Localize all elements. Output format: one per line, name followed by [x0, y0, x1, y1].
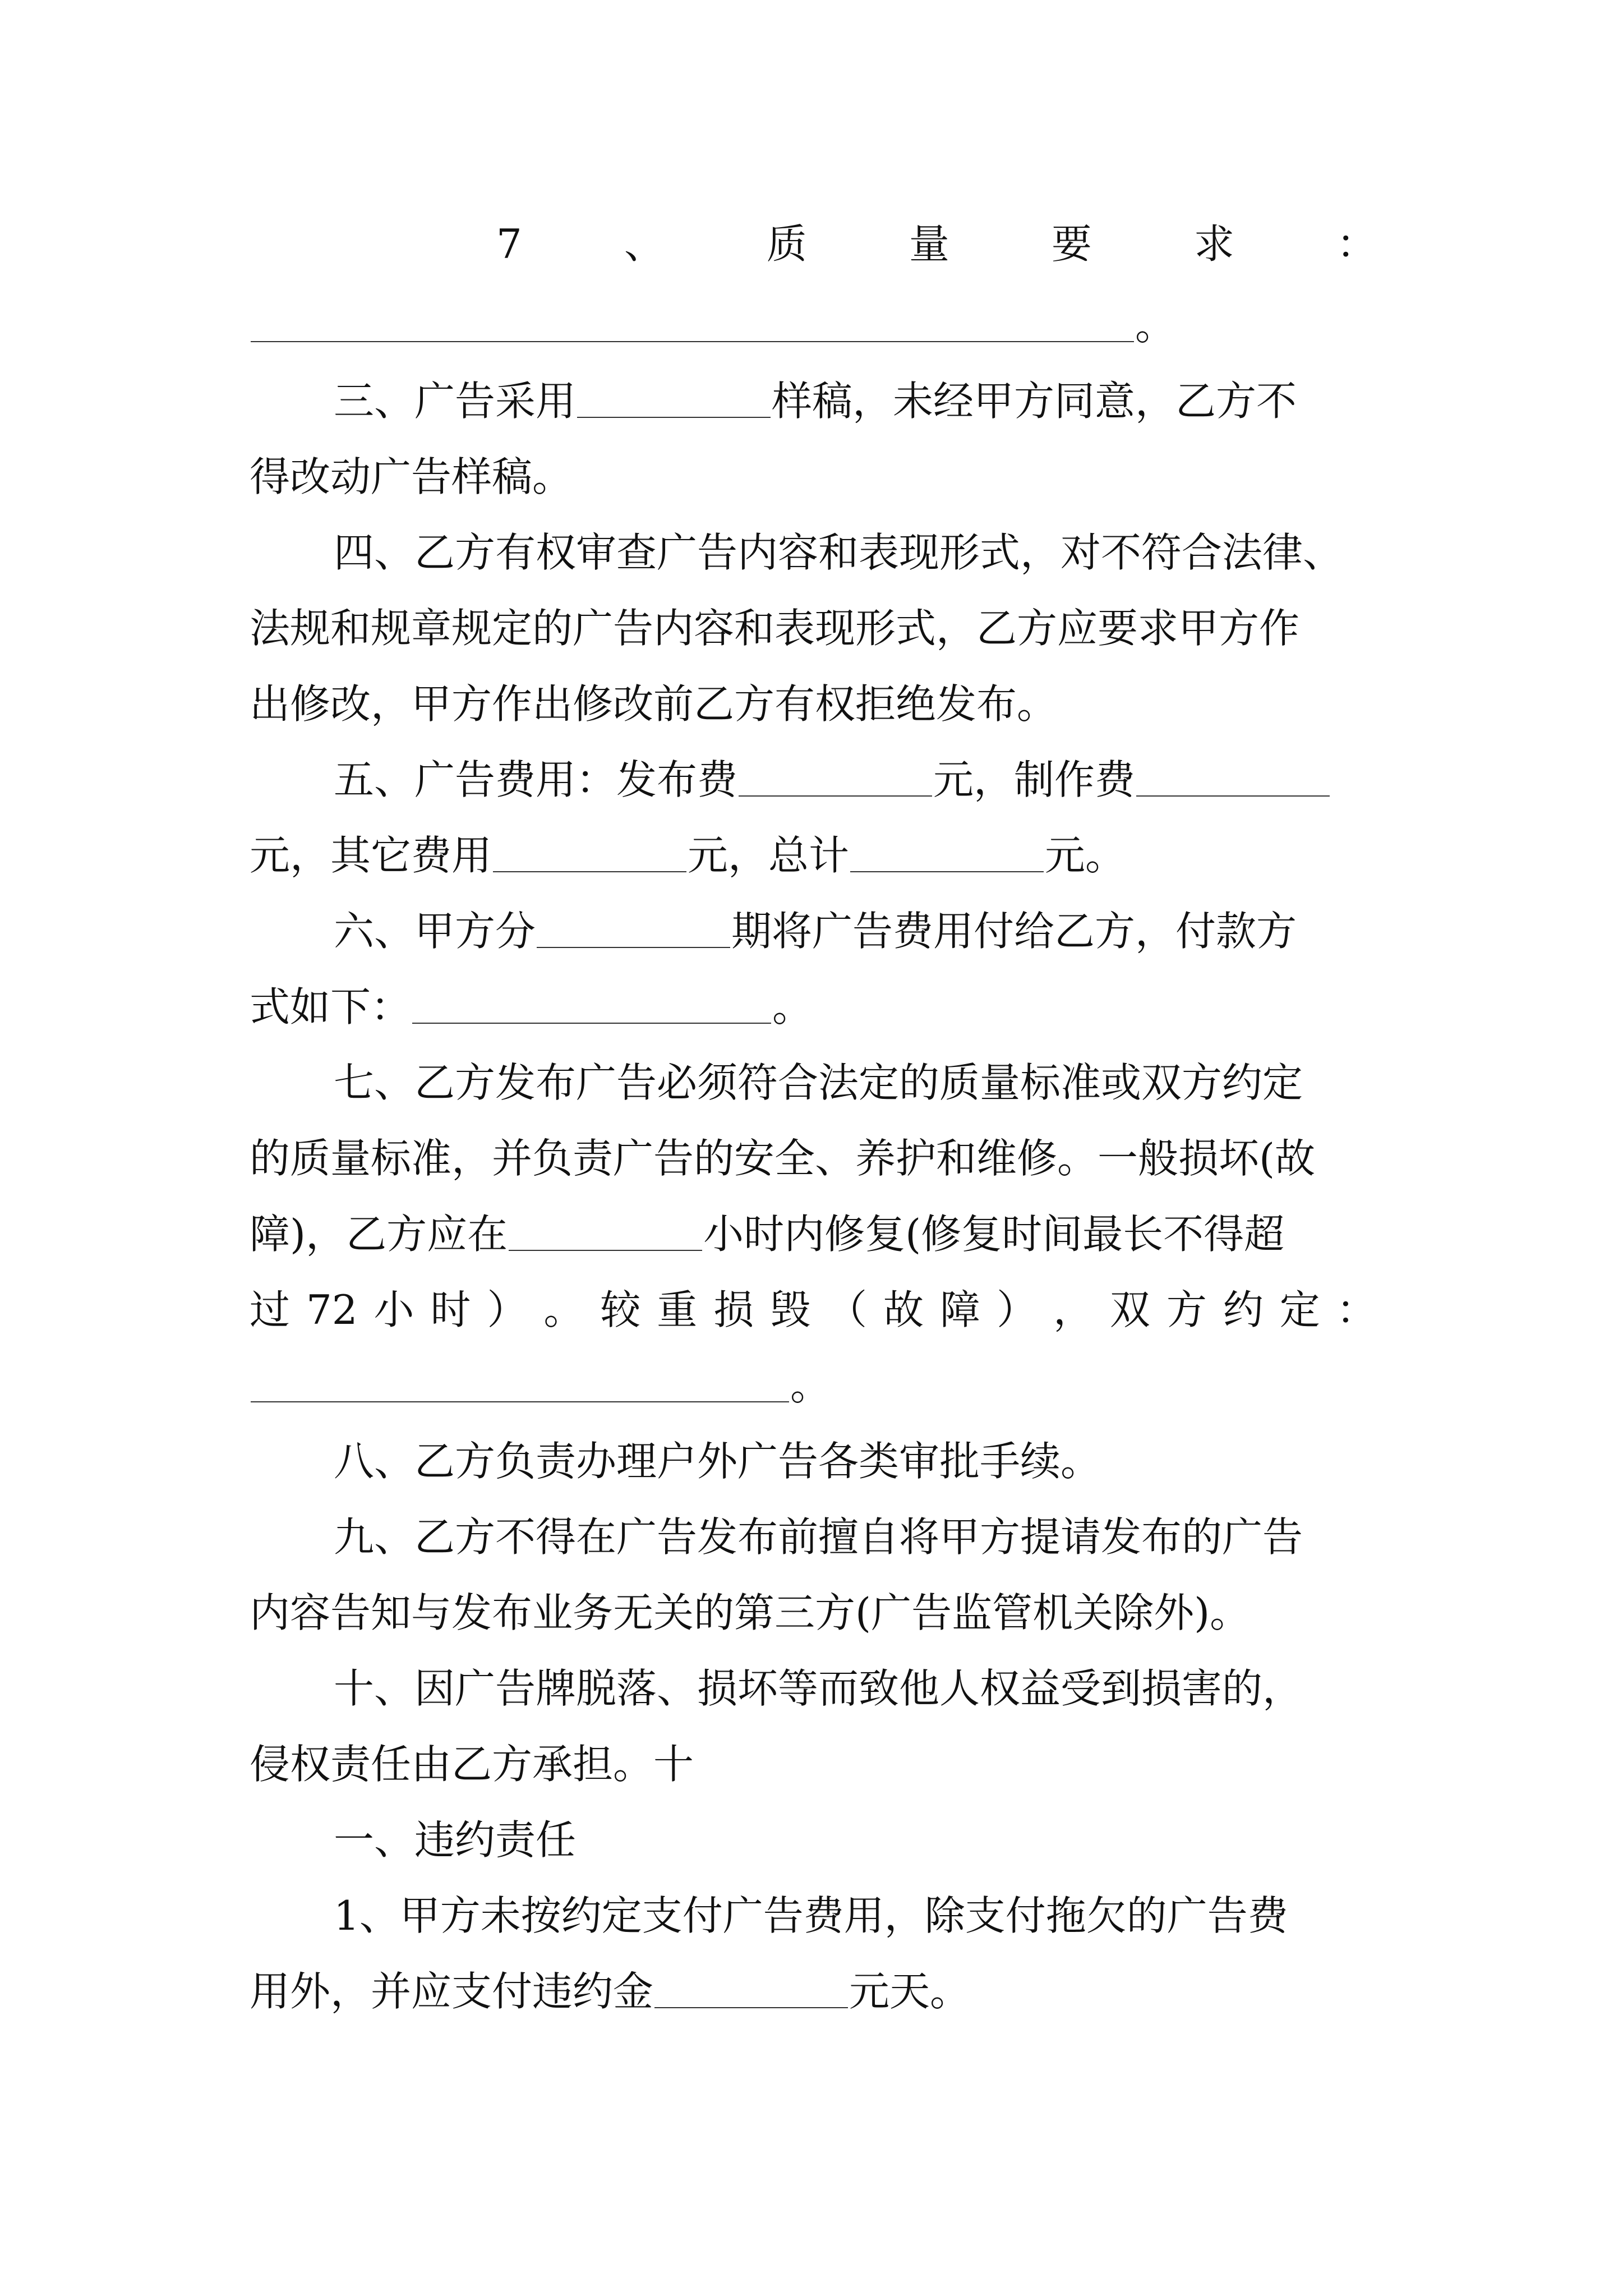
paragraph-4-line-2: [250, 595, 1377, 662]
token: 约: [1223, 1286, 1264, 1333]
paragraph-6-line-2: [250, 973, 1377, 1041]
token: 损: [713, 1286, 754, 1333]
paragraph-3-line-2: [250, 443, 1377, 510]
token: 过: [250, 1286, 291, 1333]
token: 方: [1166, 1286, 1207, 1333]
text: 九、乙方不得在广告发布前擅自将甲方提请发布的广告: [334, 1513, 1303, 1561]
text: 侵权责任由乙方承担。十: [250, 1741, 694, 1788]
text: 出修改，甲方作出修改前乙方有权拒绝发布。: [250, 680, 1058, 728]
liability-item-1-line-2: [250, 1958, 1377, 2025]
document-page: [250, 0, 1377, 2296]
token: ）: [997, 1286, 1038, 1333]
text: 五、广告费用：发布费: [334, 756, 738, 803]
text: 元，总计: [688, 832, 850, 879]
token: 求: [1193, 220, 1234, 268]
fill-blank[interactable]: [251, 309, 1134, 342]
paragraph-9-line-2: [250, 1579, 1377, 1646]
text: 1、甲方未按约定支付广告费用，除支付拖欠的广告费: [334, 1892, 1288, 1939]
text: 十、因广告牌脱落、损坏等而致他人权益受到损害的，: [334, 1665, 1303, 1712]
text: 得改动广告样稿。: [250, 453, 573, 500]
token: 障: [940, 1286, 981, 1333]
clause-7-heading: [250, 210, 1377, 278]
token: 定: [1279, 1286, 1320, 1333]
fill-blank[interactable]: [509, 1217, 702, 1251]
text: 元，制作费: [933, 756, 1136, 803]
token: 时: [430, 1286, 471, 1333]
text: 八、乙方负责办理户外广告各类审批手续。: [334, 1438, 1101, 1485]
paragraph-10-line-1: [250, 1655, 1377, 1722]
token: 量: [909, 220, 949, 268]
fill-blank[interactable]: [493, 839, 686, 872]
fill-blank[interactable]: [1136, 763, 1330, 797]
period: 。: [1135, 302, 1176, 349]
paragraph-4-line-3: [250, 670, 1377, 738]
paragraph-3-line-1: [250, 367, 1377, 435]
token: 较: [600, 1286, 641, 1333]
paragraph-8: [250, 1428, 1377, 1495]
paragraph-6-line-1: [250, 898, 1377, 965]
text: 法规和规章规定的广告内容和表现形式，乙方应要求甲方作: [250, 605, 1300, 652]
token: 7: [496, 220, 522, 268]
token: 质: [766, 220, 807, 268]
text: 样稿，未经甲方同意，乙方不: [772, 378, 1297, 425]
token: （: [827, 1286, 868, 1333]
paragraph-5-line-1: [250, 746, 1377, 813]
text: 小时内修复(修复时间最长不得超: [703, 1211, 1285, 1258]
fill-blank[interactable]: [850, 839, 1044, 872]
text: 六、甲方分: [334, 908, 536, 955]
token: 小: [374, 1286, 414, 1333]
text: 内容告知与发布业务无关的第三方(广告监管机关除外)。: [250, 1589, 1251, 1636]
paragraph-7-line-3: [250, 1200, 1377, 1268]
text: 的质量标准，并负责广告的安全、养护和维修。一般损坏(故: [250, 1135, 1316, 1182]
period: 。: [790, 1362, 831, 1409]
clause-7-blank-line: [250, 292, 1377, 359]
text: 元。: [1045, 832, 1126, 879]
text: 元，其它费用: [250, 832, 492, 879]
text: 三、广告采用: [334, 378, 577, 425]
paragraph-9-line-1: [250, 1503, 1377, 1571]
paragraph-5-line-2: [250, 822, 1377, 889]
text: 用外，并应支付违约金: [250, 1968, 654, 2015]
token: 72: [306, 1286, 358, 1333]
period: 。: [772, 983, 813, 1030]
liability-item-1-line-1: [250, 1882, 1377, 1949]
paragraph-7-blank-line: [250, 1352, 1377, 1419]
fill-blank[interactable]: [739, 763, 932, 797]
section-heading-liability: [250, 1806, 1377, 1874]
text: 期将广告费用付给乙方，付款方: [731, 908, 1297, 955]
text: 障)，乙方应在: [250, 1211, 508, 1258]
text: 式如下：: [250, 983, 412, 1030]
token: 故: [883, 1286, 924, 1333]
token: 毁: [770, 1286, 811, 1333]
paragraph-7-line-2: [250, 1125, 1377, 1192]
text: 七、乙方发布广告必须符合法定的质量标准或双方约定: [334, 1059, 1303, 1106]
fill-blank[interactable]: [412, 990, 771, 1024]
paragraph-7-line-4: [250, 1276, 1377, 1343]
paragraph-10-line-2: [250, 1731, 1377, 1798]
token: ，: [1053, 1286, 1094, 1333]
token: 要: [1051, 220, 1092, 268]
token: 、: [624, 220, 665, 268]
token: ：: [1336, 220, 1377, 268]
text: 一、违约责任: [334, 1816, 577, 1864]
paragraph-4-line-1: [250, 519, 1377, 586]
text: 四、乙方有权审查广告内容和表现形式，对不符合法律、: [334, 529, 1344, 576]
token: 重: [657, 1286, 698, 1333]
fill-blank[interactable]: [577, 384, 771, 418]
fill-blank[interactable]: [251, 1369, 789, 1402]
token: ：: [1336, 1286, 1377, 1333]
paragraph-7-line-1: [250, 1049, 1377, 1116]
fill-blank[interactable]: [654, 1975, 848, 2008]
token: 双: [1109, 1286, 1150, 1333]
token: ）: [487, 1286, 528, 1333]
fill-blank[interactable]: [537, 914, 730, 948]
text: 元天。: [849, 1968, 971, 2015]
token: 。: [543, 1286, 584, 1333]
